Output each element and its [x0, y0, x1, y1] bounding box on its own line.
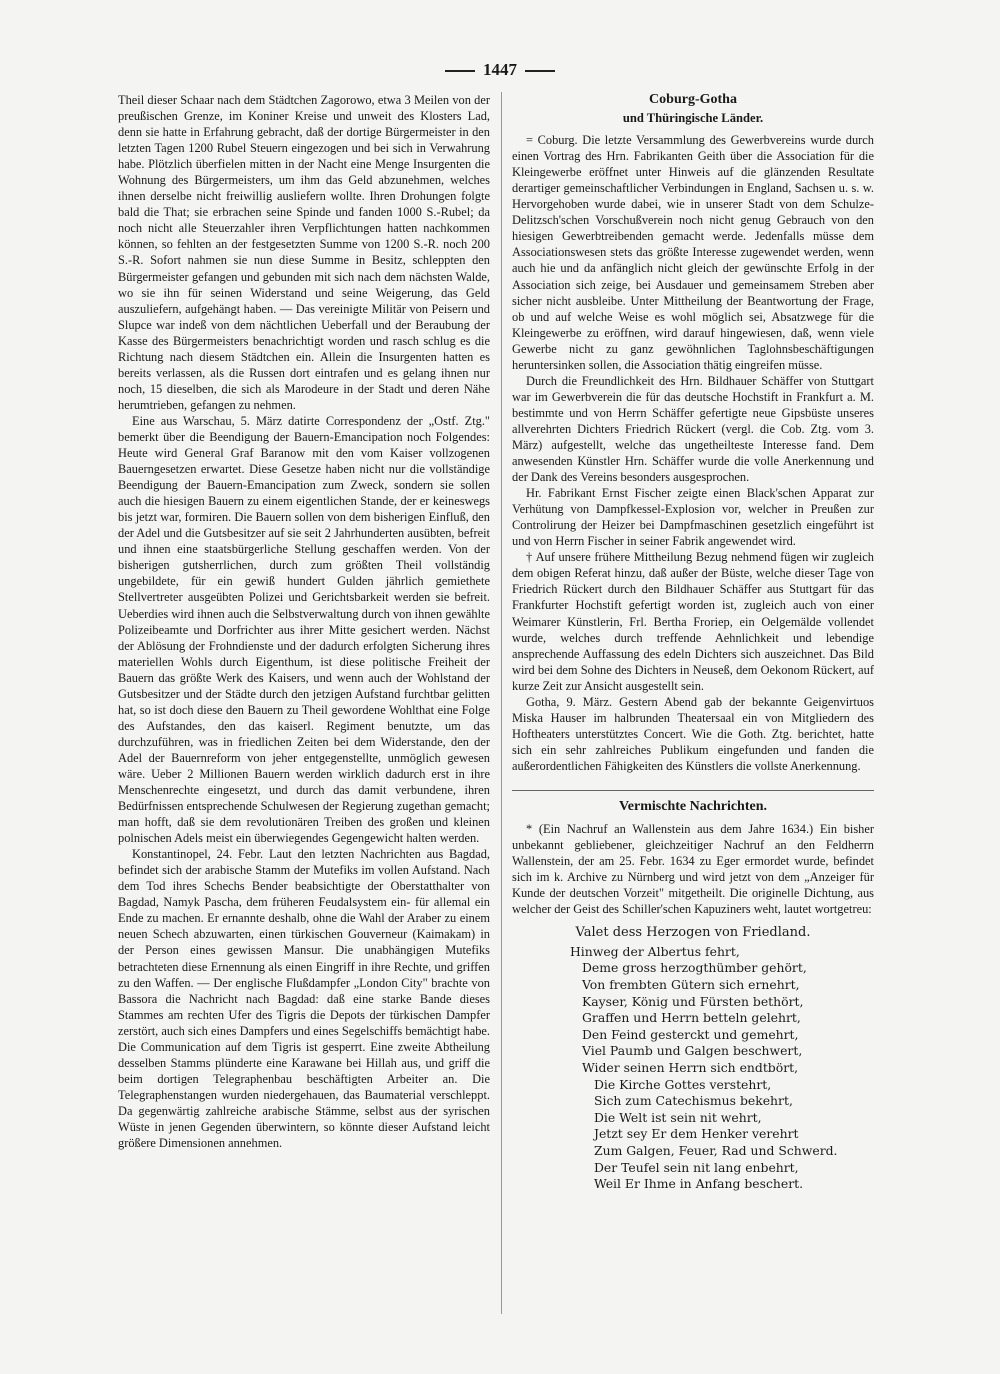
poem-line: Graffen und Herrn betteln gelehrt, [582, 1010, 801, 1026]
article-coburg-gewerbverein: = Coburg. Die letzte Versammlung des Gewerbvereins wurde durch einen Vortrag des Hrn. Fabrikanten Geith über die Association für die Kleingewerbe eröffnet unter Hinweis auf die glänzenden Resultate derartiger gemeinschaftlicher Verbindungen in England, Sachsen u. s. w. Hervorgehoben wurde dabei, wie in unserer Stadt von dem Schulze-Delitzsch'schen Vorschußverein noch nicht genug Gebrauch von den hiesigen Gewerbtreibenden gemacht werde. Jedenfalls müsse dem Associationswesen stets das größte Interesse zugewendet werden, wenn auch hie und da anfänglich nicht gleich der gewünschte Erfolg in der Association sich zeige, bei Ausdauer und gemeinsamem Streben aber sicher nicht ausbleibe. Unter Mittheilung der Beantwortung der Frage, ob und auf welche Weise es wohl möglich sei, Absatzwege für die Kleingewerbe zu eröffnen, wird darauf hingewiesen, daß, wenn viele Gewerbe nicht zu ganz gewöhnlichen Taglohnsbeschäftigungen heruntersinken sollen, die Association thätig eingreifen müsse. [512, 133, 874, 372]
poem-line: Sich zum Catechismus bekehrt, [594, 1093, 793, 1109]
poem-line: Zum Galgen, Feuer, Rad und Schwerd. [594, 1143, 838, 1159]
poem-line: Den Feind gesterckt und gemehrt, [582, 1026, 799, 1042]
article-fischer-apparat: Hr. Fabrikant Ernst Fischer zeigte einen Black'schen Apparat zur Verhütung von Dampfkessel-Explosion vor, welcher in Preußen zur Controlirung der Heizer bei Dampfmaschinen gesetzlich eingeführt ist und von Herrn Fischer in seiner Fabrik angewendet wird. [512, 486, 874, 549]
poem-line: Weil Er Ihme in Anfang beschert. [594, 1176, 804, 1192]
misc-section [512, 790, 874, 1193]
poem-line: Deme gross herzogthümber gehört, [582, 960, 807, 976]
page-number: 1447 [483, 60, 517, 79]
article-rueckert-buste: Durch die Freundlichkeit des Hrn. Bildhauer Schäffer von Stuttgart war im Gewerbverein die für das deutsche Hochstift in Frankfurt a. M. bestimmte und von Herrn Schäffer gefertigte neue Gipsbüste unseres allverehrten Dichters Friedrich Rückert (vergl. die Cob. Ztg. vom 3. März) aufgestellt, welche das ungetheilteste Interesse fand. Dem anwesenden Künstler Hrn. Schäffer wurde die volle Anerkennung und der Dank des Vereins besonders ausgesprochen. [512, 373, 874, 485]
poem [512, 925, 874, 1193]
poem-line: Von frembten Gütern sich ernehrt, [582, 977, 800, 993]
poem-line: Kayser, König und Fürsten bethört, [582, 993, 804, 1009]
poem-line: Die Kirche Gottes verstehrt, [594, 1076, 772, 1092]
section-title-coburg-gotha: Coburg-Gotha [649, 92, 737, 107]
left-column [118, 92, 490, 1151]
column-divider [501, 92, 502, 1314]
article-wallenstein: * (Ein Nachruf an Wallenstein aus dem Jahre 1634.) Ein bisher unbekannt gebliebener, gleichzeitiger Nachruf an den Feldherrn Wallenstein, der am 25. Febr. 1634 zu Eger ermordet wurde, befindet sich im k. Archive zu Nürnberg und wird jetzt von dem „Anzeiger für Kunde der deutschen Vorzeit" mitgetheilt. Die originelle Dichtung, aus welcher der Geist des Schiller'schen Kapuziners weht, lautet wortgetreu: [512, 822, 874, 917]
poem-line: Jetzt sey Er dem Henker verehrt [594, 1126, 799, 1142]
poem-title: Valet dess Herzogen von Friedland. [575, 925, 811, 941]
article-zagorowo: Theil dieser Schaar nach dem Städtchen Zagorowo, etwa 3 Meilen von der preußischen Grenze, im Koniner Kreise und unweit des Klosters Lad, denn sie hatte in Erfahrung gebracht, daß der dortige Bürgermeister in den letzten Tagen 1200 Rubel Steuern eingezogen und bei sich in Verwahrung habe. Plötzlich überfielen mitten in der Nacht eine Menge Insurgenten die Wohnung des Bürgermeisters, um ihm das Geld abzunehmen, welches ihnen derselbe nicht freiwillig ausliefern wollte. Ihren Drohungen folgte bald die That; sie erbrachen seine Spinde und fanden 1000 S.-Rubel; da noch nicht alle Steuerzahler ihren Verpflichtungen hatten nachkommen können, so fehlten an der festgesetzten Summe von 1200 S.-R. noch 200 S.-R. Sofort nahmen sie nun diese Summe in Besitz, schleppten den Bürgermeister gefangen und gebunden mit sich nach dem nächsten Walde, wo sie ihn für seinen Widerstand und seine Weigerung, das Geld auszuliefern, aufgehängt haben. — Das vereinigte Militär von Peisern und Slupce war indeß von dem nächtlichen Ueberfall und der Beraubung der Kasse des Bürgermeisters benachrichtigt worden und rasch schlug es die Richtung nach diesem Städtchen ein. Allein die Insurgenten hatten es bereits verlassen, als die Russen dort eintrafen und es gelang ihnen nur noch, 15 dieselben, die sich als Marodeure in der Stadt und deren Nähe herumtrieben, gefangen zu nehmen. [118, 93, 490, 412]
page-number-header [0, 60, 1000, 80]
misc-section-title: Vermischte Nachrichten. [618, 798, 767, 814]
article-gotha-concert: Gotha, 9. März. Gestern Abend gab der bekannte Geigenvirtuos Miska Hauser im halbrunden Theatersaal ein von Mitgliedern des Hoftheaters unterstütztes Concert. Wie die Goth. Ztg. berichtet, hatte sich ein sehr zahlreiches Publikum eingefunden und fanden die außerordentlichen Fähigkeiten des Künstlers die vollste Anerkennung. [512, 694, 874, 773]
poem-line: Hinweg der Albertus fehrt, [570, 943, 740, 959]
article-konstantinopel: Konstantinopel, 24. Febr. Laut den letzten Nachrichten aus Bagdad, befindet sich der arabische Stamm der Mutefiks im vollen Aufstand. Nach dem Tod ihres Schechs Bender beabsichtigte der Oberstatthalter von Bagdad, Namyk Pascha, dem früheren Feudalsystem ein- für allemal ein Ende zu machen. Er ernannte deshalb, ohne die Wahl der Araber zu einem neuen Schech abzuwarten, einen türkischen Gouverneur (Kaimakam) in der Person eines gewissen Mansur. Die unabhängigen Mutefiks betrachteten diese Ernennung als einen Eingriff in ihre Rechte, und griffen zu den Waffen. — Der englische Flußdampfer „London City" brachte von Bassora die Nachricht nach Bagdad: daß eine starke Bande dieses Stammes am rechten Ufer des Tigris die Depots der türkischen Dampfer zerstört, auch sich eines Dampfers und eines Segelschiffs bemächtigt habe. Die Communication auf dem Tigris ist gesperrt. Eine zweite Abtheilung desselben Stamms plünderte eine Karawane bei Hillah aus, und griff die beim dortigen Telegraphenbau beschäftigten Arbeiter an. Die Telegraphenstangen wurden niedergehauen, das Baumaterial verschleppt. Da gegenwärtig zahlreiche arabische Stämme, selbst aus der syrischen Wüste in jenen Gegenden überwintern, so könnte dieser Aufstand leicht größere Dimensionen annehmen. [118, 847, 490, 1151]
poem-line: Die Welt ist sein nit wehrt, [594, 1109, 762, 1125]
poem-line: Der Teufel sein nit lang enbehrt, [594, 1159, 799, 1175]
article-froriep-gemaelde: † Auf unsere frühere Mittheilung Bezug nehmend fügen wir zugleich dem obigen Referat hinzu, daß außer der Büste, welche dieser Tage von Friedrich Rückert durch den Bildhauer Schäffer aus Stuttgart für das Frankfurter Hochstift gefertigt worden ist, zugleich auch von einer Weimarer Künstlerin, Frl. Bertha Froriep, ein Oelgemälde vollendet wurde, welches durch treffende Aehnlichkeit und lebendige ansprechende Auffassung des edeln Dichters sich auszeichnet. Das Bild wird bei dem Sohne des Dichters in Neuseß, dem Oekonom Rückert, auf kurze Zeit zur Ansicht ausgestellt sein. [512, 550, 874, 693]
right-dash-rule [525, 70, 555, 72]
section-subtitle: und Thüringische Länder. [622, 111, 764, 126]
article-warschau: Eine aus Warschau, 5. März datirte Correspondenz der „Ostf. Ztg." bemerkt über die Beendigung der Bauern-Emancipation noch Folgendes: Heute wird General Graf Baranow mit den vom Kaiser vollzogenen Bauerngesetzen erwartet. Diese Gesetze haben nicht nur die vollständige Beendigung der Bauern-Emancipation zum Zweck, sondern sie sollen auch die hiesigen Bauern zu einem eigentlichen Stande, der er keineswegs bis jetzt war, formiren. Die Bauern sollen von dem bisherigen Einfluß, den der Adel und die Gutsbesitzer auf sie seit 2 Jahrhunderten ausübten, befreit und ihnen eine staatsbürgerliche Stellung geschaffen werden. Von der bisherigen gutsherrlichen, durch zum größten Theil vollständig ungebildete, für ein gewiß hundert Gulden jährlich gemiethete Stellvertreter ausgeübten Polizei und Gerichtsbarkeit werden sie befreit. Ueberdies wird ihnen auch die Selbstverwaltung durch von ihnen gewählte Polizeibeamte und Dorfrichter aus ihrer Mitte gesichert werden. Nächst der Ablösung der Frohndienste und der dadurch erfolgten Sicherung ihres materiellen Wohls durch Eigenthum, ist diese politische Freiheit der Bauern das größte Werk des Kaisers, und wenn auch der Wohlstand der Gutsbesitzer und der Städte durch den jetzigen Aufstand furchtbar gelitten hat, so ist doch diese den Bauern zu Theil gewordene Wohlthat eine Folge des Aufstandes, den das kaiserl. Regiment benutzte, um das durchzuführen, was in friedlichen Zeiten bei dem Widerstande, den der Adel der Bauernreform von jeher entgegenstellte, unmöglich gewesen wäre. Ueber 2 Millionen Bauern werden wirklich dadurch erst in ihre Menschenrechte eingesetzt, und durch das damit verbundene, ihren Bedürfnissen entsprechende Schulwesen der Regierung zugethan gemacht; man hofft, daß sie dem revolutionären Treiben des großen und kleinen polnischen Adels meist ein überwiegendes Gegengewicht halten werden. [118, 413, 490, 846]
poem-line: Wider seinen Herrn sich endtbört, [582, 1060, 799, 1076]
poem-line: Viel Paumb und Galgen beschwert, [582, 1043, 803, 1059]
left-dash-rule [445, 70, 475, 72]
right-column [512, 92, 874, 1193]
